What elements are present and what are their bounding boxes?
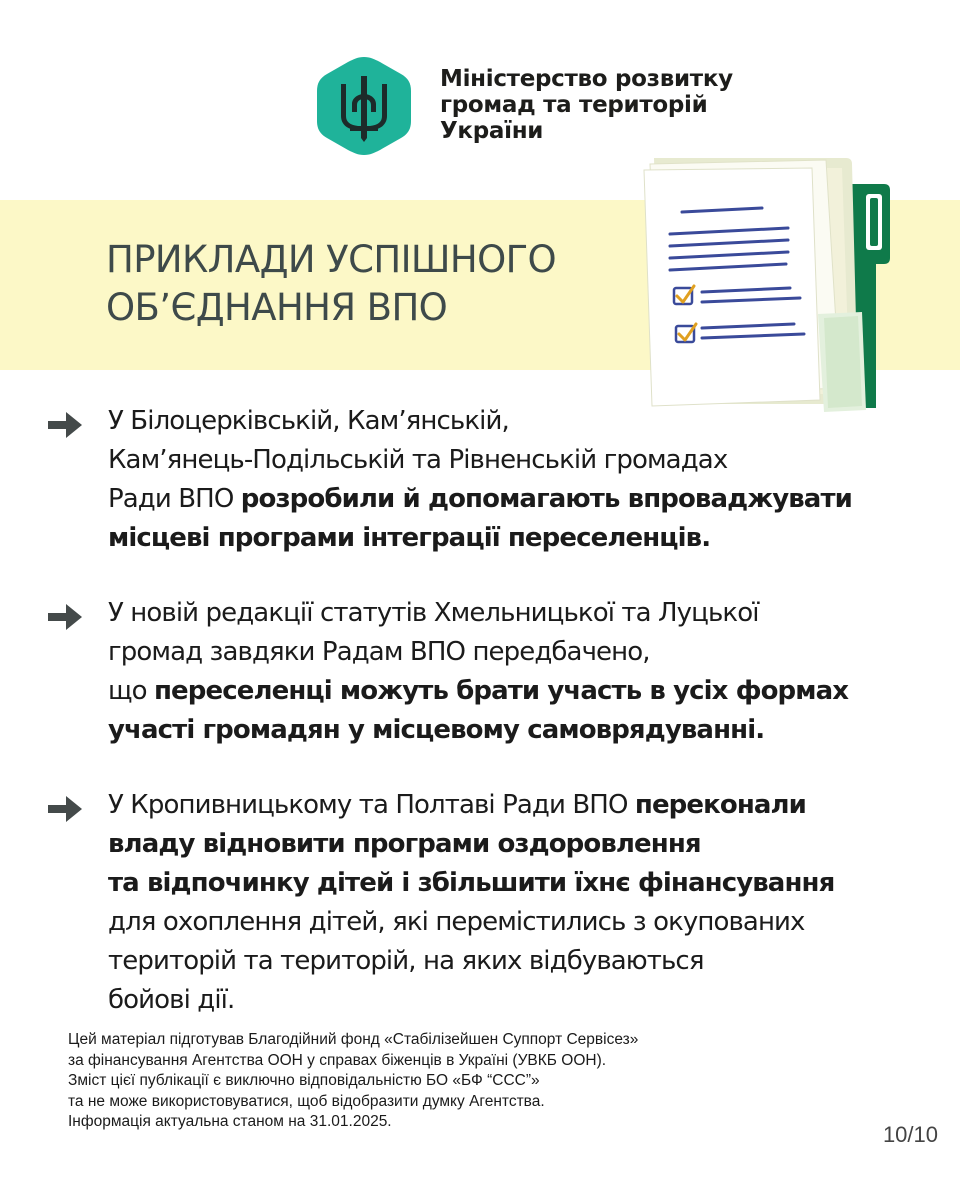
bold-text: місцеві програми інтеграції переселенців. bbox=[108, 523, 711, 553]
ministry-name-line-2: громад та територій bbox=[440, 92, 708, 118]
disclaimer-line: Зміст цієї публікації є виключно відповідальністю БО «БФ “ССС”» bbox=[68, 1072, 540, 1089]
bullet-line bbox=[108, 672, 960, 711]
regular-text: громад завдяки Радам ВПО передбачено, bbox=[108, 637, 650, 667]
bullet-line bbox=[108, 594, 960, 633]
regular-text: що bbox=[108, 676, 154, 706]
bold-text: участі громадян у місцевому самоврядуванні. bbox=[108, 715, 765, 745]
regular-text: Ради ВПО bbox=[108, 484, 241, 514]
ministry-name-line-3: України bbox=[440, 118, 544, 144]
disclaimer-line: та не може використовуватися, щоб відобразити думку Агентства. bbox=[68, 1092, 545, 1110]
bullet-line bbox=[108, 786, 960, 825]
bullet-text bbox=[108, 402, 960, 558]
bullet-text bbox=[108, 786, 960, 1020]
bold-text: переселенці можуть брати участь в усіх формах bbox=[153, 676, 849, 706]
ministry-name-line-1: Міністерство розвитку bbox=[440, 66, 733, 92]
bold-text: переконали bbox=[634, 790, 806, 820]
disclaimer-line: Інформація актуальна станом на 31.01.2025. bbox=[68, 1113, 392, 1130]
regular-text: територій та територій, на яких відбуваються bbox=[108, 946, 704, 976]
bullet-line bbox=[108, 441, 960, 480]
bullet-line bbox=[108, 825, 960, 864]
list-item bbox=[0, 402, 960, 558]
bullet-line bbox=[108, 711, 960, 750]
bullet-list bbox=[0, 402, 960, 1056]
regular-text: У Білоцерківській, Кам’янській, bbox=[108, 406, 509, 436]
page-title bbox=[106, 236, 556, 332]
regular-text: Кам’янець-Подільській та Рівненській громадах bbox=[108, 445, 728, 475]
bold-text: та відпочинку дітей і збільшити їхнє фінансування bbox=[108, 868, 835, 898]
bullet-text bbox=[108, 594, 960, 750]
folder-documents-illustration bbox=[636, 148, 906, 418]
bold-text: владу відновити програми оздоровлення bbox=[108, 829, 701, 859]
regular-text: У новій редакції статутів Хмельницької та Луцької bbox=[108, 598, 759, 628]
bullet-line bbox=[108, 519, 960, 558]
ministry-name bbox=[440, 66, 860, 144]
disclaimer-line: Цей матеріал підготував Благодійний фонд «Стабілізейшен Суппорт Сервісез» bbox=[68, 1031, 639, 1048]
ministry-logo-icon bbox=[314, 54, 414, 158]
regular-text: бойові дії. bbox=[108, 985, 235, 1015]
bullet-line bbox=[108, 633, 960, 672]
bullet-line bbox=[108, 480, 960, 519]
bullet-line bbox=[108, 903, 960, 942]
list-item bbox=[0, 594, 960, 750]
arrow-right-icon bbox=[46, 602, 84, 632]
regular-text: У Кропивницькому та Полтаві Ради ВПО bbox=[108, 790, 635, 820]
list-item bbox=[0, 786, 960, 1020]
arrow-right-icon bbox=[46, 410, 84, 440]
disclaimer bbox=[68, 1030, 638, 1133]
page-number: 10/10 bbox=[882, 1122, 938, 1147]
regular-text: для охоплення дітей, які перемістились з окупованих bbox=[108, 907, 805, 937]
bullet-line bbox=[108, 942, 960, 981]
page-title-line-1: ПРИКЛАДИ УСПІШНОГО bbox=[106, 238, 557, 281]
disclaimer-line: за фінансування Агентства ООН у справах біженців в Україні (УВКБ ООН). bbox=[68, 1051, 607, 1069]
bold-text: розробили й допомагають впроваджувати bbox=[240, 484, 852, 514]
bullet-line bbox=[108, 981, 960, 1020]
bullet-line bbox=[108, 864, 960, 903]
bullet-line bbox=[108, 402, 960, 441]
page-title-line-2: ОБ’ЄДНАННЯ ВПО bbox=[106, 286, 448, 329]
arrow-right-icon bbox=[46, 794, 84, 824]
